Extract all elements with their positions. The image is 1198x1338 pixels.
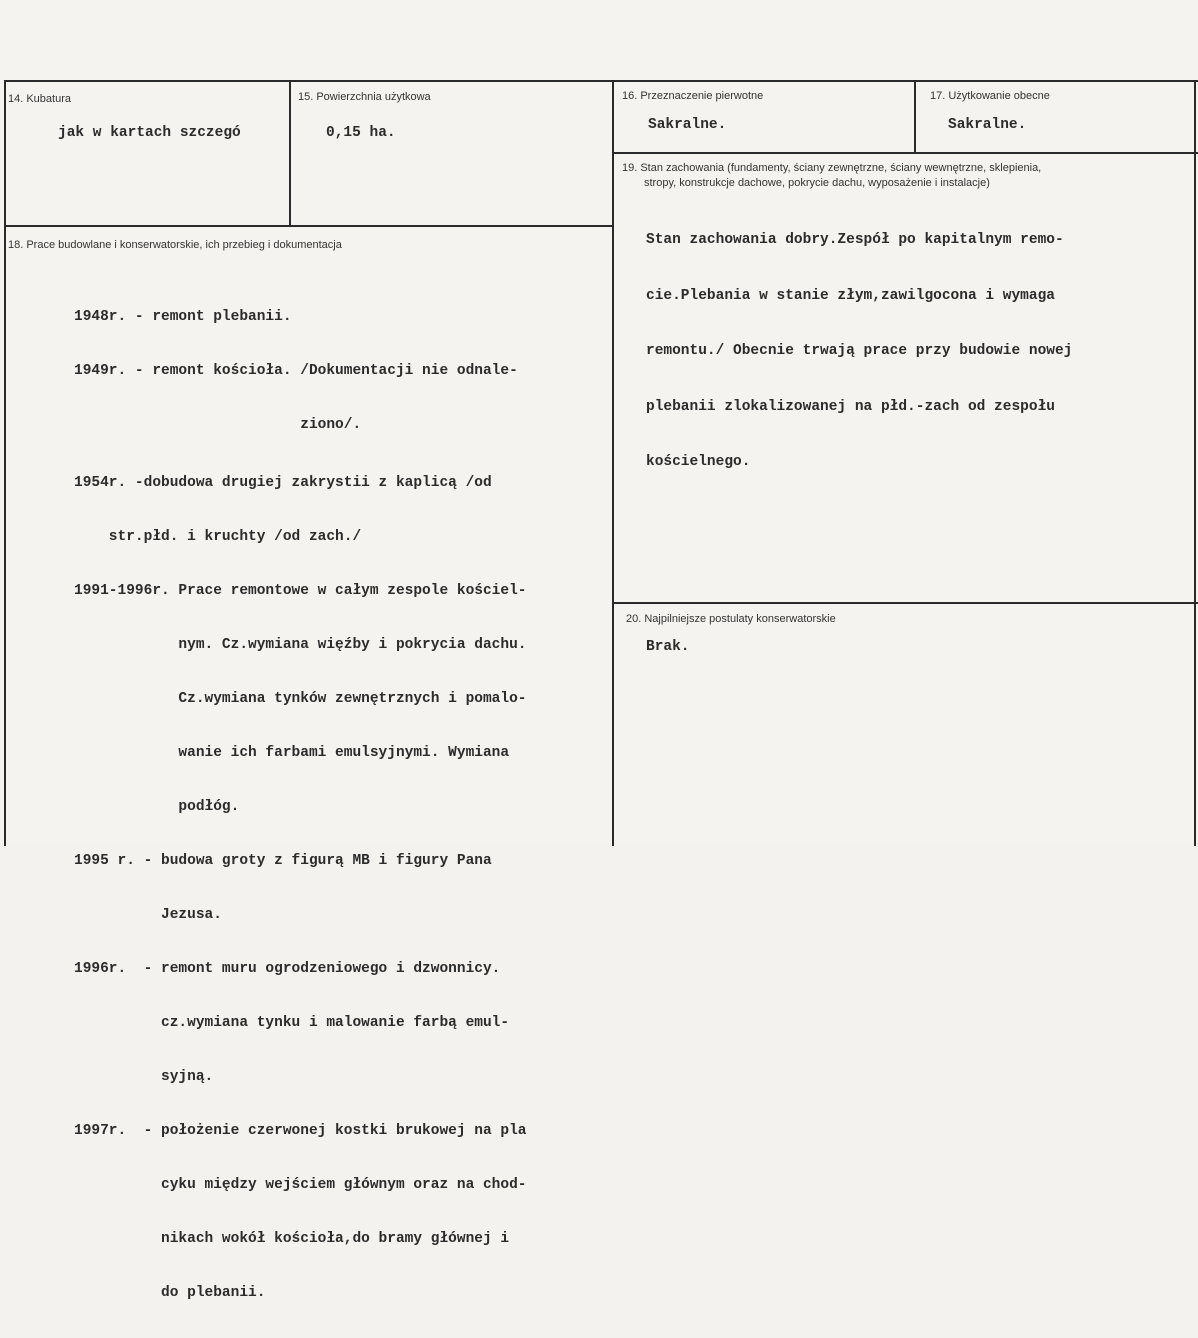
- entry-line: 1991-1996r. Prace remontowe w całym zespole kościel-: [74, 583, 527, 599]
- entry-line: 1996r. - remont muru ogrodzeniowego i dzwonnicy.: [74, 961, 501, 977]
- field-15-value: 0,15 ha.: [326, 125, 396, 141]
- field-18-label: 18. Prace budowlane i konserwatorskie, ich przebieg i dokumentacja: [8, 239, 342, 251]
- entry-line: 1949r. - remont kościoła. /Dokumentacji nie odnale-: [74, 363, 518, 379]
- text-line: plebanii zlokalizowanej na płd.-zach od zespołu: [646, 398, 1055, 415]
- text-line: kościelnego.: [646, 454, 751, 470]
- entry-line: 1995 r. - budowa groty z figurą MB i figury Pana: [74, 853, 492, 869]
- field-20-value: Brak.: [646, 639, 690, 655]
- entry-line: podłóg.: [74, 799, 240, 815]
- entry-line: cyku między wejściem głównym oraz na chod-: [74, 1177, 527, 1193]
- divider-14-15: [289, 80, 291, 226]
- entry-line: cz.wymiana tynku i malowanie farbą emul-: [74, 1015, 510, 1031]
- entry-line: do plebanii.: [74, 1285, 266, 1301]
- entry-line: 1954r. -dobudowa drugiej zakrystii z kaplicą /od: [74, 475, 492, 491]
- field-17-label: 17. Użytkowanie obecne: [930, 90, 1050, 102]
- field-16-value: Sakralne.: [648, 117, 727, 133]
- field-18-entries: [74, 272, 526, 1338]
- left-border-line: [4, 80, 6, 846]
- right-border-line: [1194, 80, 1196, 846]
- field-15-label: 15. Powierzchnia użytkowa: [298, 91, 431, 103]
- field-19-text: [646, 194, 1072, 509]
- entry-line: 1997r. - położenie czerwonej kostki brukowej na pla: [74, 1123, 527, 1139]
- entry-line: 1948r. - remont plebanii.: [74, 309, 292, 325]
- entry-line: str.płd. i kruchty /od zach./: [74, 529, 362, 545]
- field-14-label: 14. Kubatura: [8, 93, 71, 105]
- field-17-value: Sakralne.: [948, 117, 1027, 133]
- divider-16-17: [914, 80, 916, 153]
- field-16-label: 16. Przeznaczenie pierwotne: [622, 90, 764, 102]
- entry-line: syjną.: [74, 1069, 214, 1085]
- row1-bottom-left-line: [4, 225, 614, 227]
- entry-line: Cz.wymiana tynków zewnętrznych i pomalo-: [74, 691, 527, 707]
- text-line: cie.Plebania w stanie złym,zawilgocona i wymaga: [646, 287, 1055, 304]
- entry-line: nym. Cz.wymiana więźby i pokrycia dachu.: [74, 637, 527, 653]
- field-19-label-line1: 19. Stan zachowania (fundamenty, ściany zewnętrzne, ściany wewnętrzne, sklepienia,: [622, 162, 1042, 174]
- center-divider-line: [612, 80, 614, 846]
- entry-line: wanie ich farbami emulsyjnymi. Wymiana: [74, 745, 510, 761]
- field-20-label: 20. Najpilniejsze postulaty konserwatorskie: [626, 613, 836, 625]
- text-line: Stan zachowania dobry.Zespół po kapitalnym remo-: [646, 232, 1064, 248]
- field-19-label-line2: stropy, konstrukcje dachowe, pokrycie dachu, wyposażenie i instalacje): [644, 177, 990, 189]
- row2-bottom-right-line: [612, 602, 1198, 604]
- row1-bottom-right-line: [612, 152, 1198, 154]
- text-line: remontu./ Obecnie trwają prace przy budowie nowej: [646, 343, 1073, 359]
- field-14-value: jak w kartach szczegó: [58, 125, 241, 141]
- entry-line: Jezusa.: [74, 907, 222, 923]
- top-border-line: [4, 80, 1198, 82]
- entry-line: nikach wokół kościoła,do bramy głównej i: [74, 1231, 510, 1247]
- entry-line: ziono/.: [74, 417, 362, 433]
